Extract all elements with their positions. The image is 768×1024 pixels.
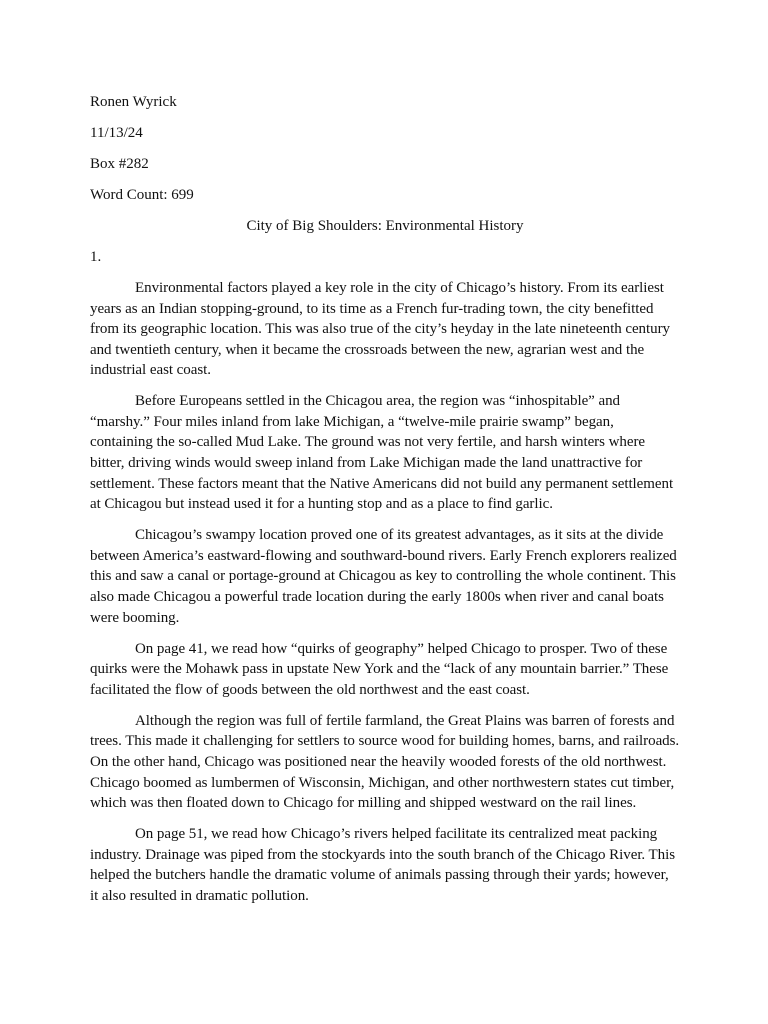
paragraph-4: On page 41, we read how “quirks of geography” helped Chicago to prosper. Two of these quirks were the Mohawk pass in upstate New York and the “lack of any mountain barrier.” These facilitated the flow of goods between the old northwest and the east coast. bbox=[90, 640, 669, 698]
paragraph-3: Chicagou’s swampy location proved one of its greatest advantages, as it sits at the divide between America’s eastward-flowing and southward-bound rivers. Early French explorers realized this and saw a canal or portage-ground at Chicagou as key to controlling the whole continent. This also made Chicagou a powerful trade location during the early 1800s when river and canal boats were booming. bbox=[90, 527, 677, 626]
document-title: City of Big Shoulders: Environmental History bbox=[246, 217, 524, 234]
section-number: 1. bbox=[90, 248, 102, 265]
date-line: 11/13/24 bbox=[90, 124, 143, 141]
word-count: Word Count: 699 bbox=[90, 186, 194, 203]
box-number: Box #282 bbox=[90, 155, 149, 172]
document-page bbox=[90, 92, 680, 917]
paragraph-2: Before Europeans settled in the Chicagou area, the region was “inhospitable” and “marshy.” Four miles inland from lake Michigan, a “twelve-mile prairie swamp” began, containing the so-called Mud Lake. The ground was not very fertile, and harsh winters where bitter, driving winds would sweep inland from Lake Michigan made the land unattractive for settlement. These factors meant that the Native Americans did not build any permanent settlement at Chicagou but instead used it for a hunting stop and as a place to find garlic. bbox=[90, 393, 674, 513]
paragraph-1: Environmental factors played a key role in the city of Chicago’s history. From its earliest years as an Indian stopping-ground, to its time as a French fur-trading town, the city benefitted from its geographic location. This was also true of the city’s heyday in the late nineteenth century and twentieth century, when it became the crossroads between the new, agrarian west and the industrial east coast. bbox=[90, 279, 670, 379]
paragraph-6: On page 51, we read how Chicago’s rivers helped facilitate its centralized meat packing industry. Drainage was piped from the stockyards into the south branch of the Chicago River. This helped the butchers handle the dramatic volume of animals passing through their yards; however, it also resulted in dramatic pollution. bbox=[90, 826, 676, 904]
author-name: Ronen Wyrick bbox=[90, 94, 177, 110]
paragraph-5: Although the region was full of fertile farmland, the Great Plains was barren of forests and trees. This made it challenging for settlers to source wood for building homes, barns, and railroads. On the other hand, Chicago was positioned near the heavily wooded forests of the old northwest. Chicago boomed as lumbermen of Wisconsin, Michigan, and other northwestern states cut timber, which was then floated down to Chicago for milling and shipped westward on the rail lines. bbox=[90, 712, 680, 812]
